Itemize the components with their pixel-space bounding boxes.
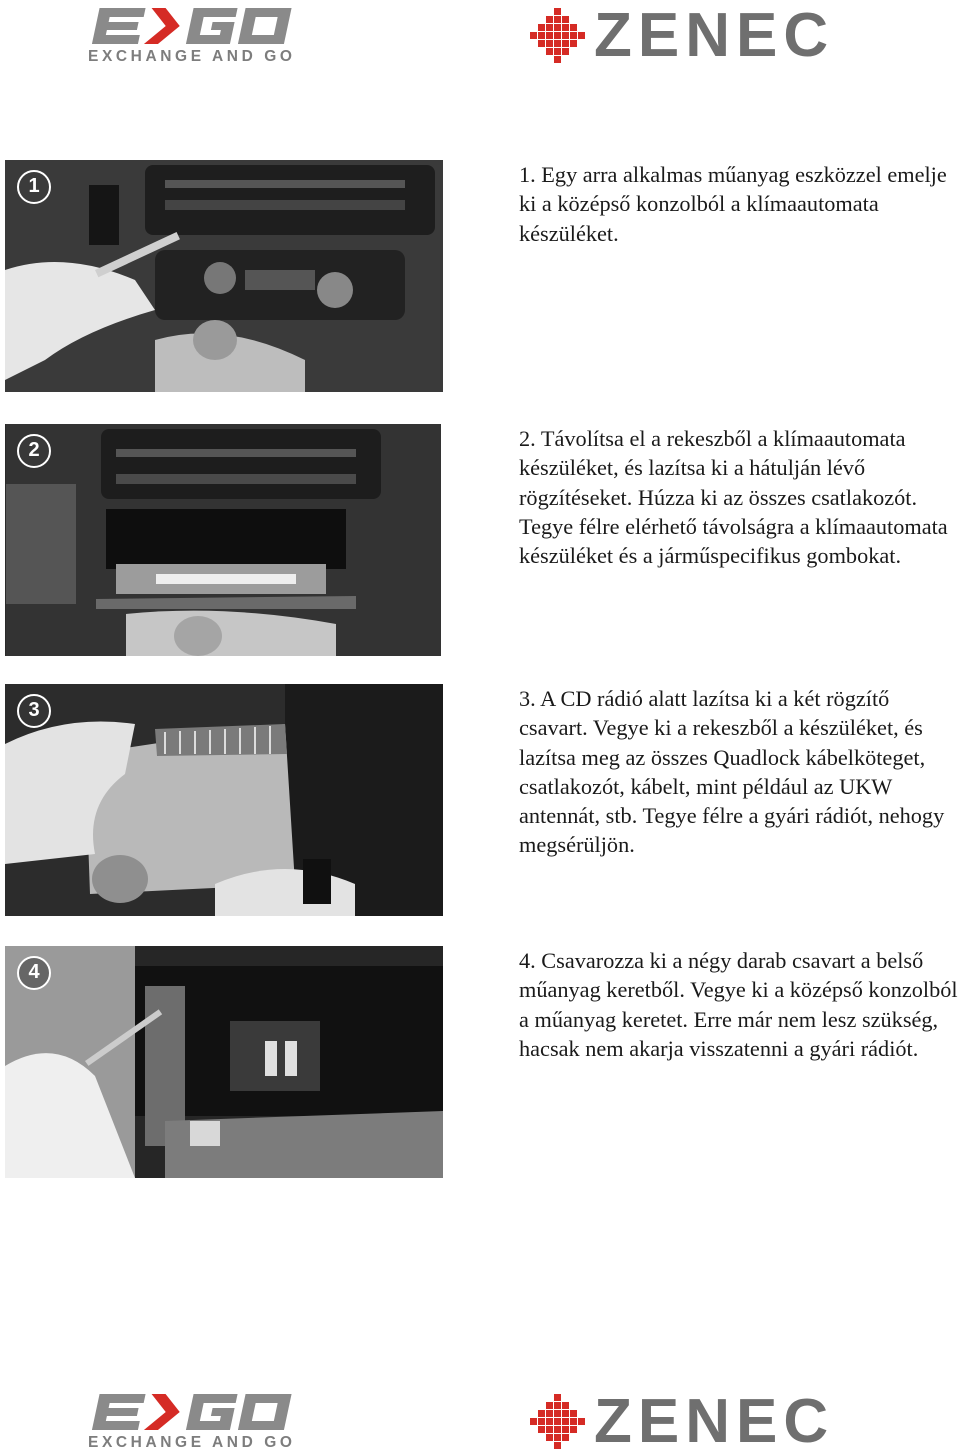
step-2-photo: [5, 424, 441, 656]
step-3-number-badge: 3: [17, 694, 51, 728]
edgo-tagline-footer: EXCHANGE AND GO: [88, 1434, 296, 1451]
step-1-photo: [5, 160, 443, 392]
step-4-photo: [5, 946, 443, 1178]
zenec-grid-mark: [530, 8, 586, 64]
zenec-logo: [530, 1, 905, 70]
step-4-text: 4. Csavarozza ki a négy darab csavart a belső műanyag keretből. Vegye ki a középső konzolból a műanyag keretet. Erre már nem lesz szükség, hacsak nem akarja visszatenni a gyári rádiót.: [519, 948, 958, 1061]
edgo-logo-footer: [86, 1392, 298, 1451]
step-3-text: 3. A CD rádió alatt lazítsa ki a két rögzítő csavart. Vegye ki a rekeszből a készüléket, és lazítsa meg az összes Quadlock kábelköteget, csatlakozót, kábelt, mint például az UKW antennát, stb. Tegye félre a gyári rádiót, nehogy megsérüljön.: [519, 686, 945, 858]
zenec-grid-mark-footer: [530, 1394, 586, 1450]
zenec-wordmark-footer: ZENEC: [594, 1387, 835, 1451]
edgo-wordmark-footer: [86, 1392, 298, 1432]
edgo-logo: [86, 6, 298, 66]
zenec-wordmark: ZENEC: [594, 1, 835, 70]
step-2-number-badge: 2: [17, 434, 51, 468]
console-photo-2: [5, 424, 441, 656]
console-photo-4: [5, 946, 443, 1178]
console-photo-3: [5, 684, 443, 916]
step-4-number-badge: 4: [17, 956, 51, 990]
zenec-logo-footer: [530, 1387, 905, 1451]
edgo-tagline: EXCHANGE AND GO: [88, 48, 296, 65]
step-1-text: 1. Egy arra alkalmas műanyag eszközzel emelje ki a középső konzolból a klímaautomata készüléket.: [519, 162, 947, 246]
edgo-wordmark: [86, 6, 298, 46]
step-2-text: 2. Távolítsa el a rekeszből a klímaautomata készüléket, és lazítsa ki a hátulján lévő rögzítéseket. Húzza ki az összes csatlakozót. Tegye félre elérhető távolságra a klímaautomata készüléket és a járműspecifikus gombokat.: [519, 426, 948, 569]
console-photo-1: [5, 160, 443, 392]
step-3-photo: [5, 684, 443, 916]
step-1-number-badge: 1: [17, 170, 51, 204]
